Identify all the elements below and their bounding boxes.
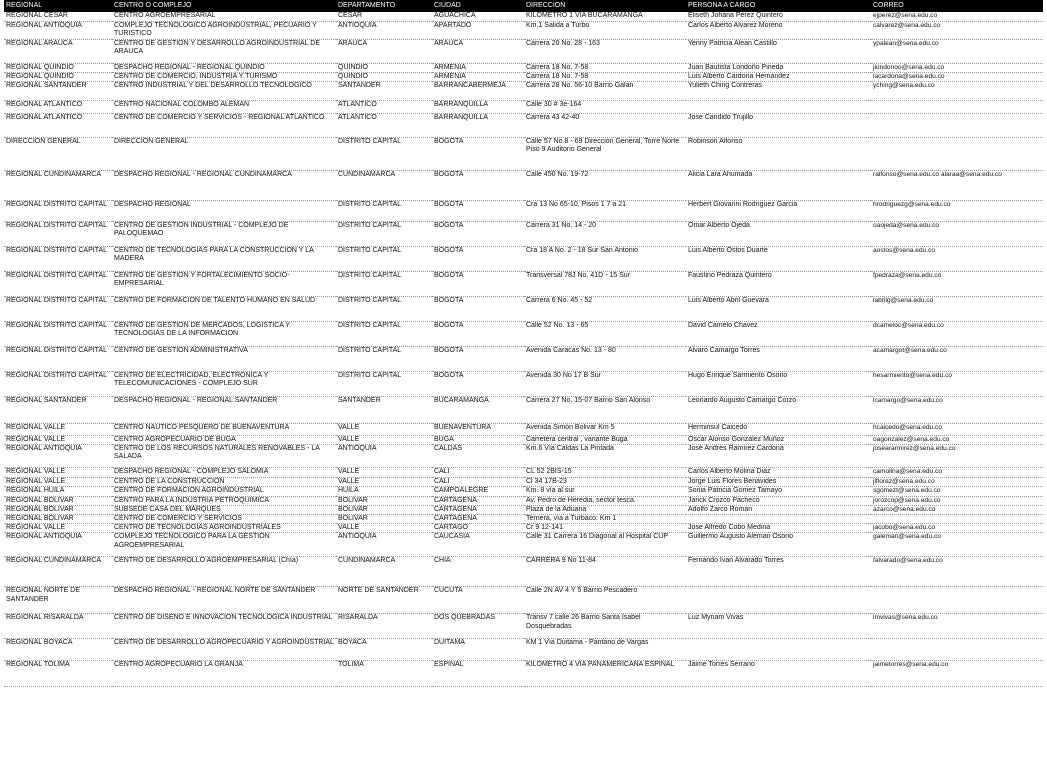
cell-centro: CENTRO DE COMERCIO, INDUSTRIA Y TURISMO [112, 72, 336, 81]
cell-persona [686, 514, 871, 523]
cell-ciudad: BUCARAMANGA [432, 396, 524, 423]
cell-regional: REGIONAL ANTIOQUIA [4, 533, 112, 557]
cell-regional: REGIONAL VALLE [4, 478, 112, 487]
table-row [4, 321, 1043, 346]
cell-regional: REGIONAL DISTRITO CAPITAL [4, 296, 112, 321]
cell-regional: REGIONAL ATLANTICO [4, 100, 112, 113]
cell-departamento: DISTRITO CAPITAL [336, 271, 432, 296]
cell-persona: Omar Alberto Ojeda [686, 221, 871, 246]
cell-persona: Luis Alberto Abril Guevara [686, 296, 871, 321]
cell-correo: ejperez@sena.edu.co [871, 12, 1043, 21]
cell-centro: CENTRO DE FORMACION DE TALENTO HUMANO EN SALUD [112, 296, 336, 321]
cell-centro: CENTRO AGROPECUARIO LA GRANJA [112, 661, 336, 687]
cell-persona: Yenny Patricia Alean Castillo [686, 39, 871, 63]
cell-regional: REGIONAL ANTIOQUIA [4, 21, 112, 39]
cell-direccion: Carrera 20 No. 28 - 163 [524, 39, 686, 63]
cell-direccion: Carrera 27 No. 15-07 Barrio San Alonso [524, 396, 686, 423]
cell-direccion: CL 52 2BIS-15 [524, 468, 686, 478]
cell-regional: REGIONAL ATLANTICO [4, 113, 112, 137]
cell-direccion: Calle 31 Carrera 16 Diagonal al Hospital CUP [524, 533, 686, 557]
cell-regional: REGIONAL QUINDIO [4, 72, 112, 81]
header-row [4, 0, 1043, 12]
cell-regional: REGIONAL BOLIVAR [4, 496, 112, 505]
cell-direccion: Km. 8 vía al sur [524, 487, 686, 496]
cell-ciudad: CARTAGO [432, 524, 524, 533]
cell-ciudad: BOGOTA [432, 170, 524, 200]
cell-ciudad: BOGOTA [432, 371, 524, 396]
cell-correo: jlflorez@sena.edu.co [871, 478, 1043, 487]
cell-departamento: DISTRITO CAPITAL [336, 371, 432, 396]
table-row [4, 39, 1043, 63]
cell-regional: REGIONAL NORTE DE SANTANDER [4, 587, 112, 614]
cell-direccion: Calle 2N AV 4 Y 5 Barrio Pescadero [524, 587, 686, 614]
table-row [4, 12, 1043, 21]
cell-regional: REGIONAL HUILA [4, 487, 112, 496]
cell-departamento: TOLIMA [336, 661, 432, 687]
cell-persona: Oscar Alonso Gonzalez Muñoz [686, 435, 871, 444]
table-row [4, 496, 1043, 505]
cell-departamento: CUNDINAMARCA [336, 557, 432, 587]
cell-centro: COMPLEJO TECNOLOGICO AGROINDUSTRIAL, PECUARIO Y TURISTICO [112, 21, 336, 39]
cell-ciudad: BUGA [432, 435, 524, 444]
cell-direccion: Calle 30 # 3e-164 [524, 100, 686, 113]
cell-persona: Luis Alberto Ostos Duarte [686, 246, 871, 271]
table-row [4, 557, 1043, 587]
cell-centro: CENTRO AGROEMPRESARIAL [112, 12, 336, 21]
cell-ciudad: CAUCASIA [432, 533, 524, 557]
cell-ciudad: ARAUCA [432, 39, 524, 63]
cell-correo [871, 100, 1043, 113]
cell-correo: labrilg@sena.edu.co [871, 296, 1043, 321]
cell-regional: REGIONAL VALLE [4, 468, 112, 478]
cell-persona: David Camelo Chavez [686, 321, 871, 346]
cell-departamento: HUILA [336, 487, 432, 496]
cell-departamento: VALLE [336, 468, 432, 478]
table-row [4, 661, 1043, 687]
cell-correo: jlondonoo@sena.edu.co [871, 63, 1043, 72]
cell-correo: oaojeda@sena.edu.co [871, 221, 1043, 246]
cell-ciudad: CAMPOALEGRE [432, 487, 524, 496]
table-row [4, 445, 1043, 468]
cell-ciudad: DUITAMA [432, 639, 524, 661]
cell-correo: calvarez@sena.edu.co [871, 21, 1043, 39]
cell-ciudad: BOGOTA [432, 271, 524, 296]
cell-ciudad: CARTAGENA [432, 514, 524, 523]
cell-correo: sgomezt@sena.edu.co [871, 487, 1043, 496]
cell-persona: Alicia Lara Ahumada [686, 170, 871, 200]
cell-correo: jorozcop@sena.edu.co [871, 496, 1043, 505]
cell-centro: CENTRO DE COMERCIO Y SERVICIOS - REGIONAL ATLANTICO [112, 113, 336, 137]
cell-persona: Eliseth Johana Pérez Quintero [686, 12, 871, 21]
cell-regional: REGIONAL CUNDINAMARCA [4, 170, 112, 200]
cell-persona: Luz Myriam Vivas [686, 614, 871, 639]
cell-centro: CENTRO DE TECNOLOGIAS AGROINDUSTRIALES [112, 524, 336, 533]
cell-ciudad: BUENAVENTURA [432, 423, 524, 435]
cell-centro: CENTRO NACIONAL COLOMBO ALEMAN [112, 100, 336, 113]
cell-direccion: Calle 450 No. 19-72 [524, 170, 686, 200]
cell-departamento: SANTANDER [336, 81, 432, 100]
table-body [4, 12, 1043, 687]
cell-direccion: Avenida Simón Bolivar Km 5 [524, 423, 686, 435]
cell-correo: lcamargo@sena.edu.co [871, 396, 1043, 423]
cell-centro: CENTRO DE COMERCIO Y SERVICIOS [112, 514, 336, 523]
cell-ciudad: BOGOTA [432, 200, 524, 221]
cell-correo: camolina@sena.edu.co [871, 468, 1043, 478]
cell-correo [871, 137, 1043, 170]
cell-departamento: VALLE [336, 435, 432, 444]
cell-direccion: Cra 18 A No. 2 - 18 Sur San Antonio [524, 246, 686, 271]
cell-centro: CENTRO DE TECNOLOGIAS PARA LA CONSTRUCCION Y LA MADERA [112, 246, 336, 271]
cell-ciudad: BOGOTA [432, 321, 524, 346]
cell-direccion: Carrera 43 42-40 [524, 113, 686, 137]
cell-departamento: ANTIOQUIA [336, 533, 432, 557]
cell-departamento: DISTRITO CAPITAL [336, 321, 432, 346]
cell-departamento: VALLE [336, 423, 432, 435]
table-row [4, 423, 1043, 435]
table-row [4, 246, 1043, 271]
cell-regional: REGIONAL RISARALDA [4, 614, 112, 639]
table-row [4, 271, 1043, 296]
cell-centro: CENTRO DE GESTION DE MERCADOS, LOGISTICA Y TECNOLOGIAS DE LA INFORMACION [112, 321, 336, 346]
cell-centro: DESPACHO REGIONAL - REGIONAL SANTANDER [112, 396, 336, 423]
cell-ciudad: BARRANQUILLA [432, 100, 524, 113]
table-row [4, 614, 1043, 639]
cell-centro: DESPACHO REGIONAL - REGIONAL QUINDIO [112, 63, 336, 72]
cell-correo: oagonzalez@sena.edu.co [871, 435, 1043, 444]
cell-departamento: DISTRITO CAPITAL [336, 296, 432, 321]
cell-correo: hesarmiento@sena.edu.co [871, 371, 1043, 396]
cell-ciudad: BARRANQUILLA [432, 113, 524, 137]
cell-regional: REGIONAL CESAR [4, 12, 112, 21]
cell-direccion: Cl 34 17B-23 [524, 478, 686, 487]
cell-ciudad: AGUACHICA [432, 12, 524, 21]
cell-departamento: VALLE [336, 478, 432, 487]
cell-persona [686, 100, 871, 113]
table-row [4, 81, 1043, 100]
cell-direccion: Transversal 78J No. 41D - 15 Sur [524, 271, 686, 296]
cell-ciudad: CARTAGENA [432, 496, 524, 505]
cell-centro: CENTRO NAUTICO PESQUERO DE BUENAVENTURA [112, 423, 336, 435]
cell-departamento: QUINDIO [336, 72, 432, 81]
cell-persona: Alvaro Camargo Torres [686, 346, 871, 371]
cell-direccion: Avenida 30 No 17 B Sur [524, 371, 686, 396]
cell-correo: lacardona@sena.edu.co [871, 72, 1043, 81]
cell-persona: Jose Alfredo Cobo Medina [686, 524, 871, 533]
cell-direccion: Carrera 6 No. 45 - 52 [524, 296, 686, 321]
cell-regional: REGIONAL DISTRITO CAPITAL [4, 321, 112, 346]
cell-direccion: Carretera central , variante Buga [524, 435, 686, 444]
cell-direccion: KILOMETRO 1 VÍA BUCARAMANGA [524, 12, 686, 21]
cell-correo [871, 639, 1043, 661]
cell-regional: REGIONAL VALLE [4, 524, 112, 533]
cell-correo: aostos@sena.edu.co [871, 246, 1043, 271]
cell-centro: CENTRO DE DESARROLLO AGROEMPRESARIAL (Chía) [112, 557, 336, 587]
cell-regional: REGIONAL DISTRITO CAPITAL [4, 246, 112, 271]
cell-persona [686, 639, 871, 661]
table-row [4, 346, 1043, 371]
cell-persona: Carlos Alberto Alvarez Moreno [686, 21, 871, 39]
header-persona: PERSONA A CARGO [686, 0, 871, 12]
cell-regional: REGIONAL ANTIOQUIA [4, 445, 112, 468]
cell-departamento: VALLE [336, 524, 432, 533]
cell-regional: REGIONAL SANTANDER [4, 81, 112, 100]
cell-direccion: Avenida Caracas No. 13 - 80 [524, 346, 686, 371]
cell-centro: CENTRO DE GESTION ADMINISTRATIVA [112, 346, 336, 371]
cell-regional: REGIONAL VALLE [4, 423, 112, 435]
header-regional: REGIONAL [4, 0, 112, 12]
cell-centro: DESPACHO REGIONAL [112, 200, 336, 221]
cell-direccion: Cr 9 12-141 [524, 524, 686, 533]
cell-ciudad: CALI [432, 468, 524, 478]
cell-ciudad: BOGOTA [432, 137, 524, 170]
cell-ciudad: DOS QUEBRADAS [432, 614, 524, 639]
cell-correo: falvarado@sena.edu.co [871, 557, 1043, 587]
cell-departamento: BOLIVAR [336, 496, 432, 505]
cell-regional: REGIONAL DISTRITO CAPITAL [4, 371, 112, 396]
cell-ciudad: ESPINAL [432, 661, 524, 687]
header-centro: CENTRO O COMPLEJO [112, 0, 336, 12]
table-row [4, 587, 1043, 614]
cell-regional: REGIONAL DISTRITO CAPITAL [4, 271, 112, 296]
cell-direccion: Av. Pedro de Heredia, sector tesca. [524, 496, 686, 505]
table-row [4, 505, 1043, 514]
cell-ciudad: ARMENIA [432, 63, 524, 72]
table-row [4, 21, 1043, 39]
cell-regional: DIRECCION GENERAL [4, 137, 112, 170]
header-direccion: DIRECCION [524, 0, 686, 12]
cell-persona: Faustino Pedraza Quintero [686, 271, 871, 296]
table-row [4, 200, 1043, 221]
cell-persona: Herbert Giovanni Rodriguez Garcia [686, 200, 871, 221]
cell-direccion: Carrera 18 No. 7-58 [524, 63, 686, 72]
cell-persona: Luis Alberto Cardona Hernández [686, 72, 871, 81]
cell-centro: DESPACHO REGIONAL - REGIONAL NORTE DE SANTANDER [112, 587, 336, 614]
cell-departamento: ARAUCA [336, 39, 432, 63]
cell-correo: joseararmirez@sena.edu.co [871, 445, 1043, 468]
cell-regional: REGIONAL DISTRITO CAPITAL [4, 221, 112, 246]
cell-persona: Jorge Luis Flores Benavides [686, 478, 871, 487]
cell-regional: REGIONAL DISTRITO CAPITAL [4, 346, 112, 371]
cell-departamento: ANTIOQUIA [336, 21, 432, 39]
cell-persona: José Andrés Ramírez Cardona [686, 445, 871, 468]
cell-departamento: BOLIVAR [336, 505, 432, 514]
cell-ciudad: CALI [432, 478, 524, 487]
table-row [4, 468, 1043, 478]
sena-centers-table [4, 0, 1043, 687]
cell-ciudad: BARRANCABERMEJA [432, 81, 524, 100]
cell-persona: Sonia Patricia Gomez Tamayo [686, 487, 871, 496]
cell-persona: Yulieth Ching Contreras [686, 81, 871, 100]
cell-departamento: RISARALDA [336, 614, 432, 639]
cell-persona: Hugo Enrique Sarmiento Osorio [686, 371, 871, 396]
cell-correo [871, 113, 1043, 137]
table-row [4, 63, 1043, 72]
cell-regional: REGIONAL TOLIMA [4, 661, 112, 687]
cell-departamento: ANTIOQUIA [336, 445, 432, 468]
cell-direccion: Carrera 28 No. 56-10 Barrio Galan [524, 81, 686, 100]
cell-centro: CENTRO DE GESTION Y DESARROLLO AGROINDUSTRIAL DE ARAUCA [112, 39, 336, 63]
cell-ciudad: ARMENIA [432, 72, 524, 81]
cell-departamento: QUINDIO [336, 63, 432, 72]
cell-centro: DIRECCION GENERAL [112, 137, 336, 170]
cell-regional: REGIONAL CUNDINAMARCA [4, 557, 112, 587]
table-row [4, 524, 1043, 533]
cell-direccion: CARRERA 9 No 11-84 [524, 557, 686, 587]
cell-centro: CENTRO DE LOS RECURSOS NATURALES RENOVABLES - LA SALADA [112, 445, 336, 468]
cell-direccion: Transv 7 calle 26 Barrio Santa Isabel Dosquebradas [524, 614, 686, 639]
cell-persona: Jaime Torres Serrano [686, 661, 871, 687]
cell-direccion: Km.6 Vía Caldas La Pintada [524, 445, 686, 468]
cell-regional: REGIONAL BOYACA [4, 639, 112, 661]
cell-centro: CENTRO AGROPECUARIO DE BUGA [112, 435, 336, 444]
cell-correo: dcameloc@sena.edu.co [871, 321, 1043, 346]
cell-persona: Janck Crozco Pacheco [686, 496, 871, 505]
table-row [4, 435, 1043, 444]
cell-direccion: Carrera 18 No. 7-58 [524, 72, 686, 81]
cell-persona: Juan Bautista Londoño Pineda [686, 63, 871, 72]
cell-correo: azarco@sena.edu.co [871, 505, 1043, 514]
cell-direccion: Carrera 31 No. 14 - 20 [524, 221, 686, 246]
cell-correo: yching@sena.edu.co [871, 81, 1043, 100]
cell-direccion: Calle 52 No. 13 - 65 [524, 321, 686, 346]
cell-correo: hcaicedo@sena.edu.co [871, 423, 1043, 435]
cell-departamento: CESAR [336, 12, 432, 21]
cell-correo [871, 587, 1043, 614]
cell-departamento: CUNDINAMARCA [336, 170, 432, 200]
cell-ciudad: APARTADO [432, 21, 524, 39]
cell-correo: fpedraza@sena.edu.co [871, 271, 1043, 296]
cell-centro: DESPACHO REGIONAL - COMPLEJO SALOMIA [112, 468, 336, 478]
cell-departamento: ATLANTICO [336, 100, 432, 113]
cell-correo: lmvivas@sena.edu.co [871, 614, 1043, 639]
cell-departamento: SANTANDER [336, 396, 432, 423]
cell-departamento: BOYACA [336, 639, 432, 661]
table-row [4, 221, 1043, 246]
cell-regional: REGIONAL SANTANDER [4, 396, 112, 423]
cell-persona: Herminsul Caicedo [686, 423, 871, 435]
cell-departamento: NORTE DE SANTANDER [336, 587, 432, 614]
cell-persona: Robinson Alfonso [686, 137, 871, 170]
table-row [4, 296, 1043, 321]
cell-departamento: DISTRITO CAPITAL [336, 221, 432, 246]
cell-correo [871, 514, 1043, 523]
cell-centro: CENTRO DE FORMACION AGROINDUSTRIAL [112, 487, 336, 496]
cell-departamento: ATLANTICO [336, 113, 432, 137]
cell-departamento: DISTRITO CAPITAL [336, 246, 432, 271]
cell-centro: SUBSEDE CASA DEL MARQUES [112, 505, 336, 514]
table-row [4, 100, 1043, 113]
cell-centro: CENTRO DE GESTION INDUSTRIAL - COMPLEJO DE PALOQUEMAO [112, 221, 336, 246]
cell-departamento: DISTRITO CAPITAL [336, 200, 432, 221]
cell-correo: galeman@sena.edu.co [871, 533, 1043, 557]
cell-regional: REGIONAL QUINDIO [4, 63, 112, 72]
table-row [4, 514, 1043, 523]
table-row [4, 72, 1043, 81]
cell-correo: jaimetorres@sena.edu.co [871, 661, 1043, 687]
cell-centro: CENTRO DE DESARROLLO AGROPECUARIO Y AGROINDUSTRIAL [112, 639, 336, 661]
table-row [4, 396, 1043, 423]
cell-ciudad: CALDAS [432, 445, 524, 468]
cell-centro: CENTRO DE GESTION Y FORTALECIMIENTO SOCIO-EMPRESARIAL [112, 271, 336, 296]
cell-correo: ypalean@sena.edu.co [871, 39, 1043, 63]
cell-correo: hrodriguezg@sena.edu.co [871, 200, 1043, 221]
cell-centro: CENTRO INDUSTRIAL Y DEL DESARROLLO TECNOLOGICO [112, 81, 336, 100]
cell-ciudad: BOGOTA [432, 296, 524, 321]
cell-regional: REGIONAL BOLIVAR [4, 505, 112, 514]
table-row [4, 487, 1043, 496]
cell-centro: CENTRO DE LA CONSTRUCCION [112, 478, 336, 487]
cell-direccion: Cra 13 No 65-10, Pisos 1 7 a 21 [524, 200, 686, 221]
cell-direccion: Ternera, vía a Turbaco: Km 1 [524, 514, 686, 523]
cell-persona [686, 587, 871, 614]
cell-ciudad: CARTAGENA [432, 505, 524, 514]
cell-direccion: Calle 57 No 8 - 69 Dirección General, Torre Norte Piso 9 Auditorio General [524, 137, 686, 170]
cell-correo: acamargot@sena.edu.co [871, 346, 1043, 371]
header-ciudad: CIUDAD [432, 0, 524, 12]
cell-direccion: KILOMETRO 4 VIA PANAMERICANA ESPINAL [524, 661, 686, 687]
header-departamento: DEPARTAMENTO [336, 0, 432, 12]
cell-persona: Guillermo Augusto Aleman Osorio [686, 533, 871, 557]
table-row [4, 533, 1043, 557]
cell-correo: ralfonso@sena.edu.co alaraa@sena.edu.co [871, 170, 1043, 200]
cell-persona: Leonardo Augusto Camargo Corzo [686, 396, 871, 423]
cell-direccion: Km.1 Salida a Turbo [524, 21, 686, 39]
cell-regional: REGIONAL VALLE [4, 435, 112, 444]
cell-regional: REGIONAL BOLIVAR [4, 514, 112, 523]
cell-departamento: DISTRITO CAPITAL [336, 346, 432, 371]
cell-persona: Fernando Ivan Alvarado Torres [686, 557, 871, 587]
table-row [4, 137, 1043, 170]
cell-direccion: KM 1 Vía Duitama - Pantano de Vargas [524, 639, 686, 661]
cell-ciudad: BOGOTA [432, 246, 524, 271]
cell-centro: CENTRO PARA LA INDUSTRIA PETROQUIMICA [112, 496, 336, 505]
cell-centro: DESPACHO REGIONAL - REGIONAL CUNDINAMARCA [112, 170, 336, 200]
table-row [4, 639, 1043, 661]
table-row [4, 113, 1043, 137]
cell-departamento: DISTRITO CAPITAL [336, 137, 432, 170]
cell-ciudad: BOGOTA [432, 346, 524, 371]
table-row [4, 478, 1043, 487]
cell-ciudad: CHIA [432, 557, 524, 587]
header-correo: CORREO [871, 0, 1043, 12]
cell-persona: Adolfo Zarco Roman [686, 505, 871, 514]
cell-ciudad: BOGOTA [432, 221, 524, 246]
cell-persona: Jose Candido Trujillo [686, 113, 871, 137]
cell-correo: jacobo@sena.edu.co [871, 524, 1043, 533]
cell-regional: REGIONAL ARAUCA [4, 39, 112, 63]
table-row [4, 170, 1043, 200]
table-row [4, 371, 1043, 396]
cell-persona: Carlos Alberto Molina Diaz [686, 468, 871, 478]
cell-centro: CENTRO DE DISEÑO E INNOVACION TECNOLOGICA INDUSTRIAL [112, 614, 336, 639]
cell-centro: CENTRO DE ELECTRICIDAD, ELECTRONICA Y TELECOMUNICACIONES - COMPLEJO SUR [112, 371, 336, 396]
cell-ciudad: CUCUTA [432, 587, 524, 614]
cell-centro: COMPLEJO TECNOLOGICO PARA LA GESTION AGROEMPRESARIAL [112, 533, 336, 557]
cell-direccion: Plaza de la Aduana [524, 505, 686, 514]
cell-departamento: BOLIVAR [336, 514, 432, 523]
cell-regional: REGIONAL DISTRITO CAPITAL [4, 200, 112, 221]
